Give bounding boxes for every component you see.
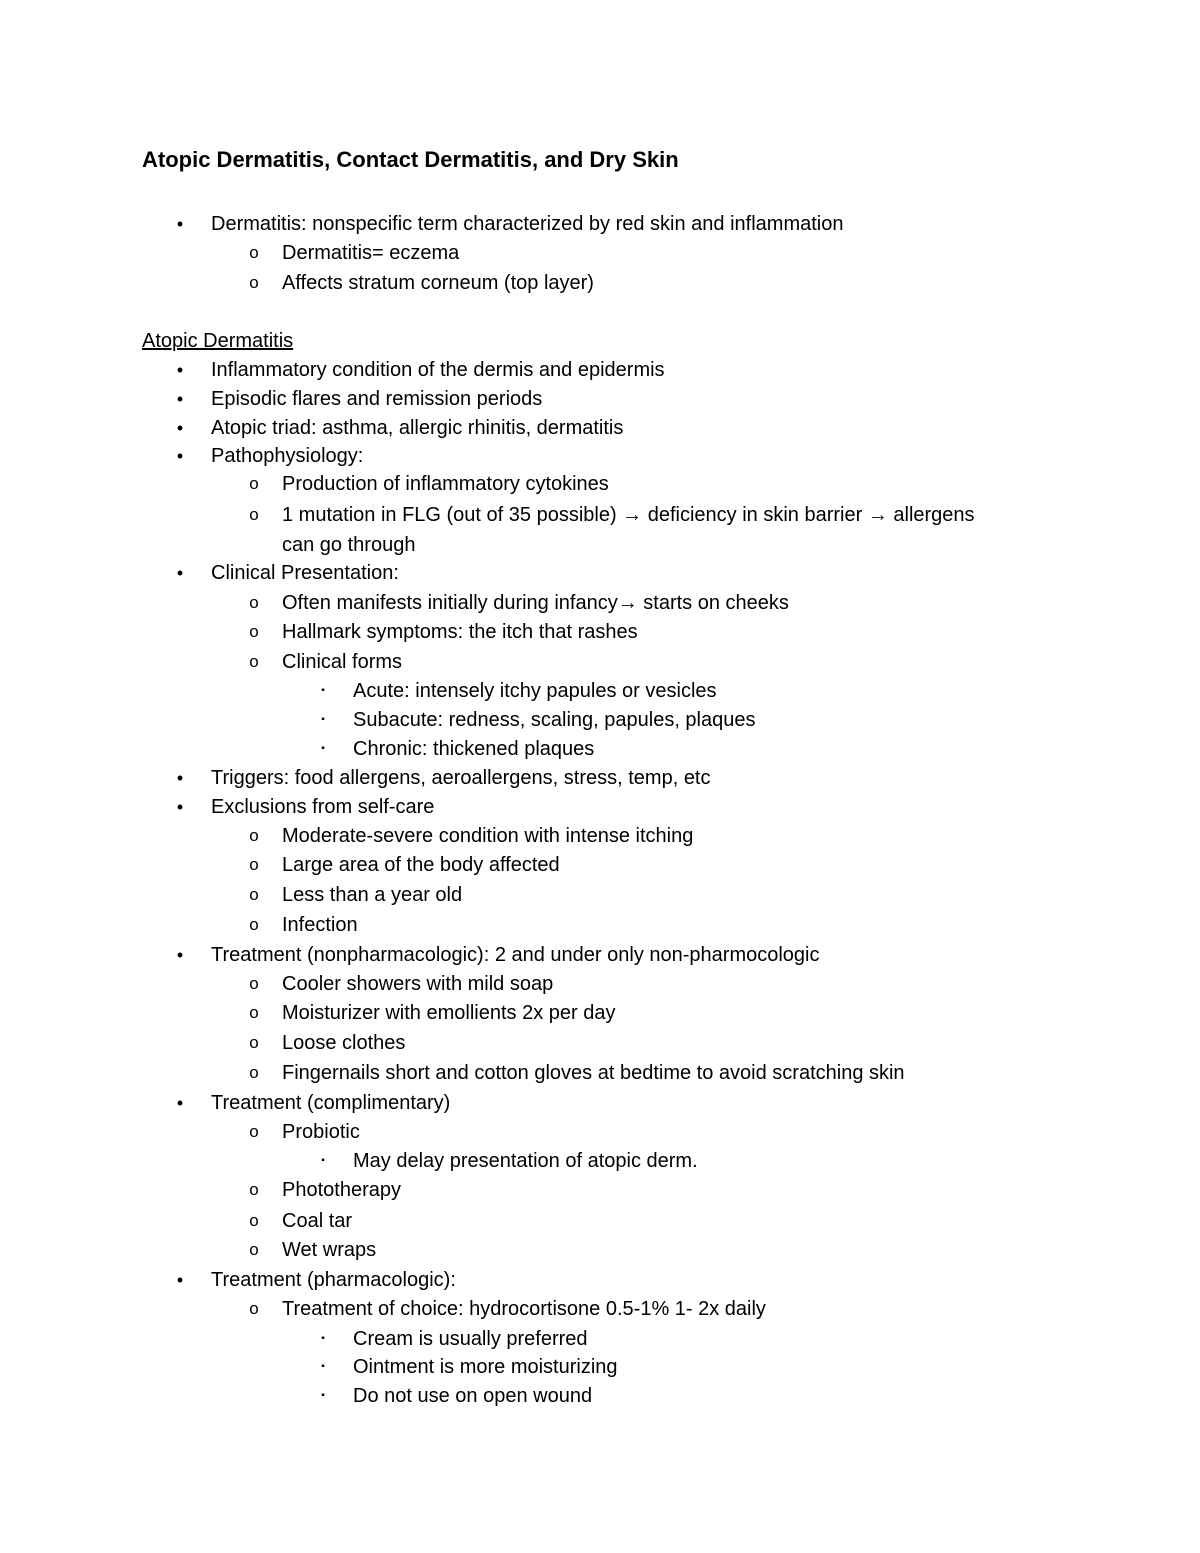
circle-marker: o (249, 622, 259, 641)
list-item-text: Coal tar (282, 1210, 353, 1232)
list-item-text: Clinical Presentation: (211, 562, 399, 584)
square-marker: ▪ (321, 1390, 325, 1401)
circle-marker: o (249, 1063, 259, 1082)
circle-marker: o (249, 855, 259, 874)
list-item-text: Episodic flares and remission periods (211, 388, 543, 410)
list-item-text: Pathophysiology: (211, 445, 364, 467)
list-item-text: Infection (282, 914, 358, 936)
list-item-text: Moderate-severe condition with intense itching (282, 825, 694, 847)
list-item-text: Treatment (pharmacologic): (211, 1269, 456, 1291)
list-item-text: Clinical forms (282, 651, 403, 673)
bullet-marker: • (176, 563, 184, 583)
list-item-text: Treatment (nonpharmacologic): 2 and under only non-pharmocologic (211, 944, 820, 966)
list-item-text: Subacute: redness, scaling, papules, plaques (353, 709, 756, 731)
list-item-text: Treatment (complimentary) (211, 1092, 451, 1114)
list-item-text: May delay presentation of atopic derm. (353, 1150, 698, 1172)
circle-marker: o (249, 974, 259, 993)
list-item-text: Do not use on open wound (353, 1385, 593, 1407)
list-item-text: Often manifests initially during infancy→ starts on cheeks (282, 592, 789, 614)
list-item-text: Loose clothes (282, 1032, 406, 1054)
circle-marker: o (249, 885, 259, 904)
square-marker: ▪ (321, 1361, 325, 1372)
circle-marker: o (249, 652, 259, 671)
circle-marker: o (249, 474, 259, 493)
list-item-text: Exclusions from self-care (211, 796, 435, 818)
list-item-text: Production of inflammatory cytokines (282, 473, 609, 495)
list-item-text: Cooler showers with mild soap (282, 973, 554, 995)
section-heading: Atopic Dermatitis (142, 330, 294, 352)
square-marker: ▪ (321, 714, 325, 725)
list-item-text: Dermatitis= eczema (282, 242, 460, 264)
circle-marker: o (249, 1122, 259, 1141)
bullet-marker: • (176, 214, 184, 234)
square-marker: ▪ (321, 743, 325, 754)
list-item-text: Acute: intensely itchy papules or vesicles (353, 680, 717, 702)
circle-marker: o (249, 243, 259, 262)
circle-marker: o (249, 1299, 259, 1318)
square-marker: ▪ (321, 1333, 325, 1344)
list-item-text: can go through (282, 534, 416, 556)
document-title: Atopic Dermatitis, Contact Dermatitis, and Dry Skin (142, 147, 679, 172)
bullet-marker: • (176, 446, 184, 466)
list-item-text: Phototherapy (282, 1179, 401, 1201)
list-item-text: Large area of the body affected (282, 854, 560, 876)
bullet-marker: • (176, 768, 184, 788)
square-marker: ▪ (321, 1155, 325, 1166)
bullet-marker: • (176, 389, 184, 409)
list-item-text: Hallmark symptoms: the itch that rashes (282, 621, 638, 643)
circle-marker: o (249, 505, 259, 524)
circle-marker: o (249, 915, 259, 934)
list-item-text: Atopic triad: asthma, allergic rhinitis, dermatitis (211, 417, 624, 439)
list-item-text: Inflammatory condition of the dermis and epidermis (211, 359, 665, 381)
list-item-text: Moisturizer with emollients 2x per day (282, 1002, 616, 1024)
bullet-marker: • (176, 418, 184, 438)
list-item-text: Wet wraps (282, 1239, 377, 1261)
list-item-text: Probiotic (282, 1121, 360, 1143)
bullet-marker: • (176, 945, 184, 965)
circle-marker: o (249, 593, 259, 612)
list-item-text: Less than a year old (282, 884, 463, 906)
list-item-text: Cream is usually preferred (353, 1328, 588, 1350)
bullet-marker: • (176, 1270, 184, 1290)
circle-marker: o (249, 1003, 259, 1022)
list-item-text: Dermatitis: nonspecific term characterized by red skin and inflammation (211, 213, 844, 235)
circle-marker: o (249, 1240, 259, 1259)
bullet-marker: • (176, 360, 184, 380)
list-item-text: Treatment of choice: hydrocortisone 0.5-1% 1- 2x daily (282, 1298, 766, 1320)
circle-marker: o (249, 273, 259, 292)
list-item-text: Triggers: food allergens, aeroallergens, stress, temp, etc (211, 767, 711, 789)
list-item-text: Affects stratum corneum (top layer) (282, 272, 594, 294)
list-item-text: Chronic: thickened plaques (353, 738, 595, 760)
list-item-text: Ointment is more moisturizing (353, 1356, 618, 1378)
circle-marker: o (249, 826, 259, 845)
list-item-text: 1 mutation in FLG (out of 35 possible) → deficiency in skin barrier → allergens (282, 504, 975, 526)
bullet-marker: • (176, 1093, 184, 1113)
square-marker: ▪ (321, 685, 325, 696)
circle-marker: o (249, 1211, 259, 1230)
circle-marker: o (249, 1033, 259, 1052)
list-item-text: Fingernails short and cotton gloves at bedtime to avoid scratching skin (282, 1062, 905, 1084)
circle-marker: o (249, 1180, 259, 1199)
bullet-marker: • (176, 797, 184, 817)
